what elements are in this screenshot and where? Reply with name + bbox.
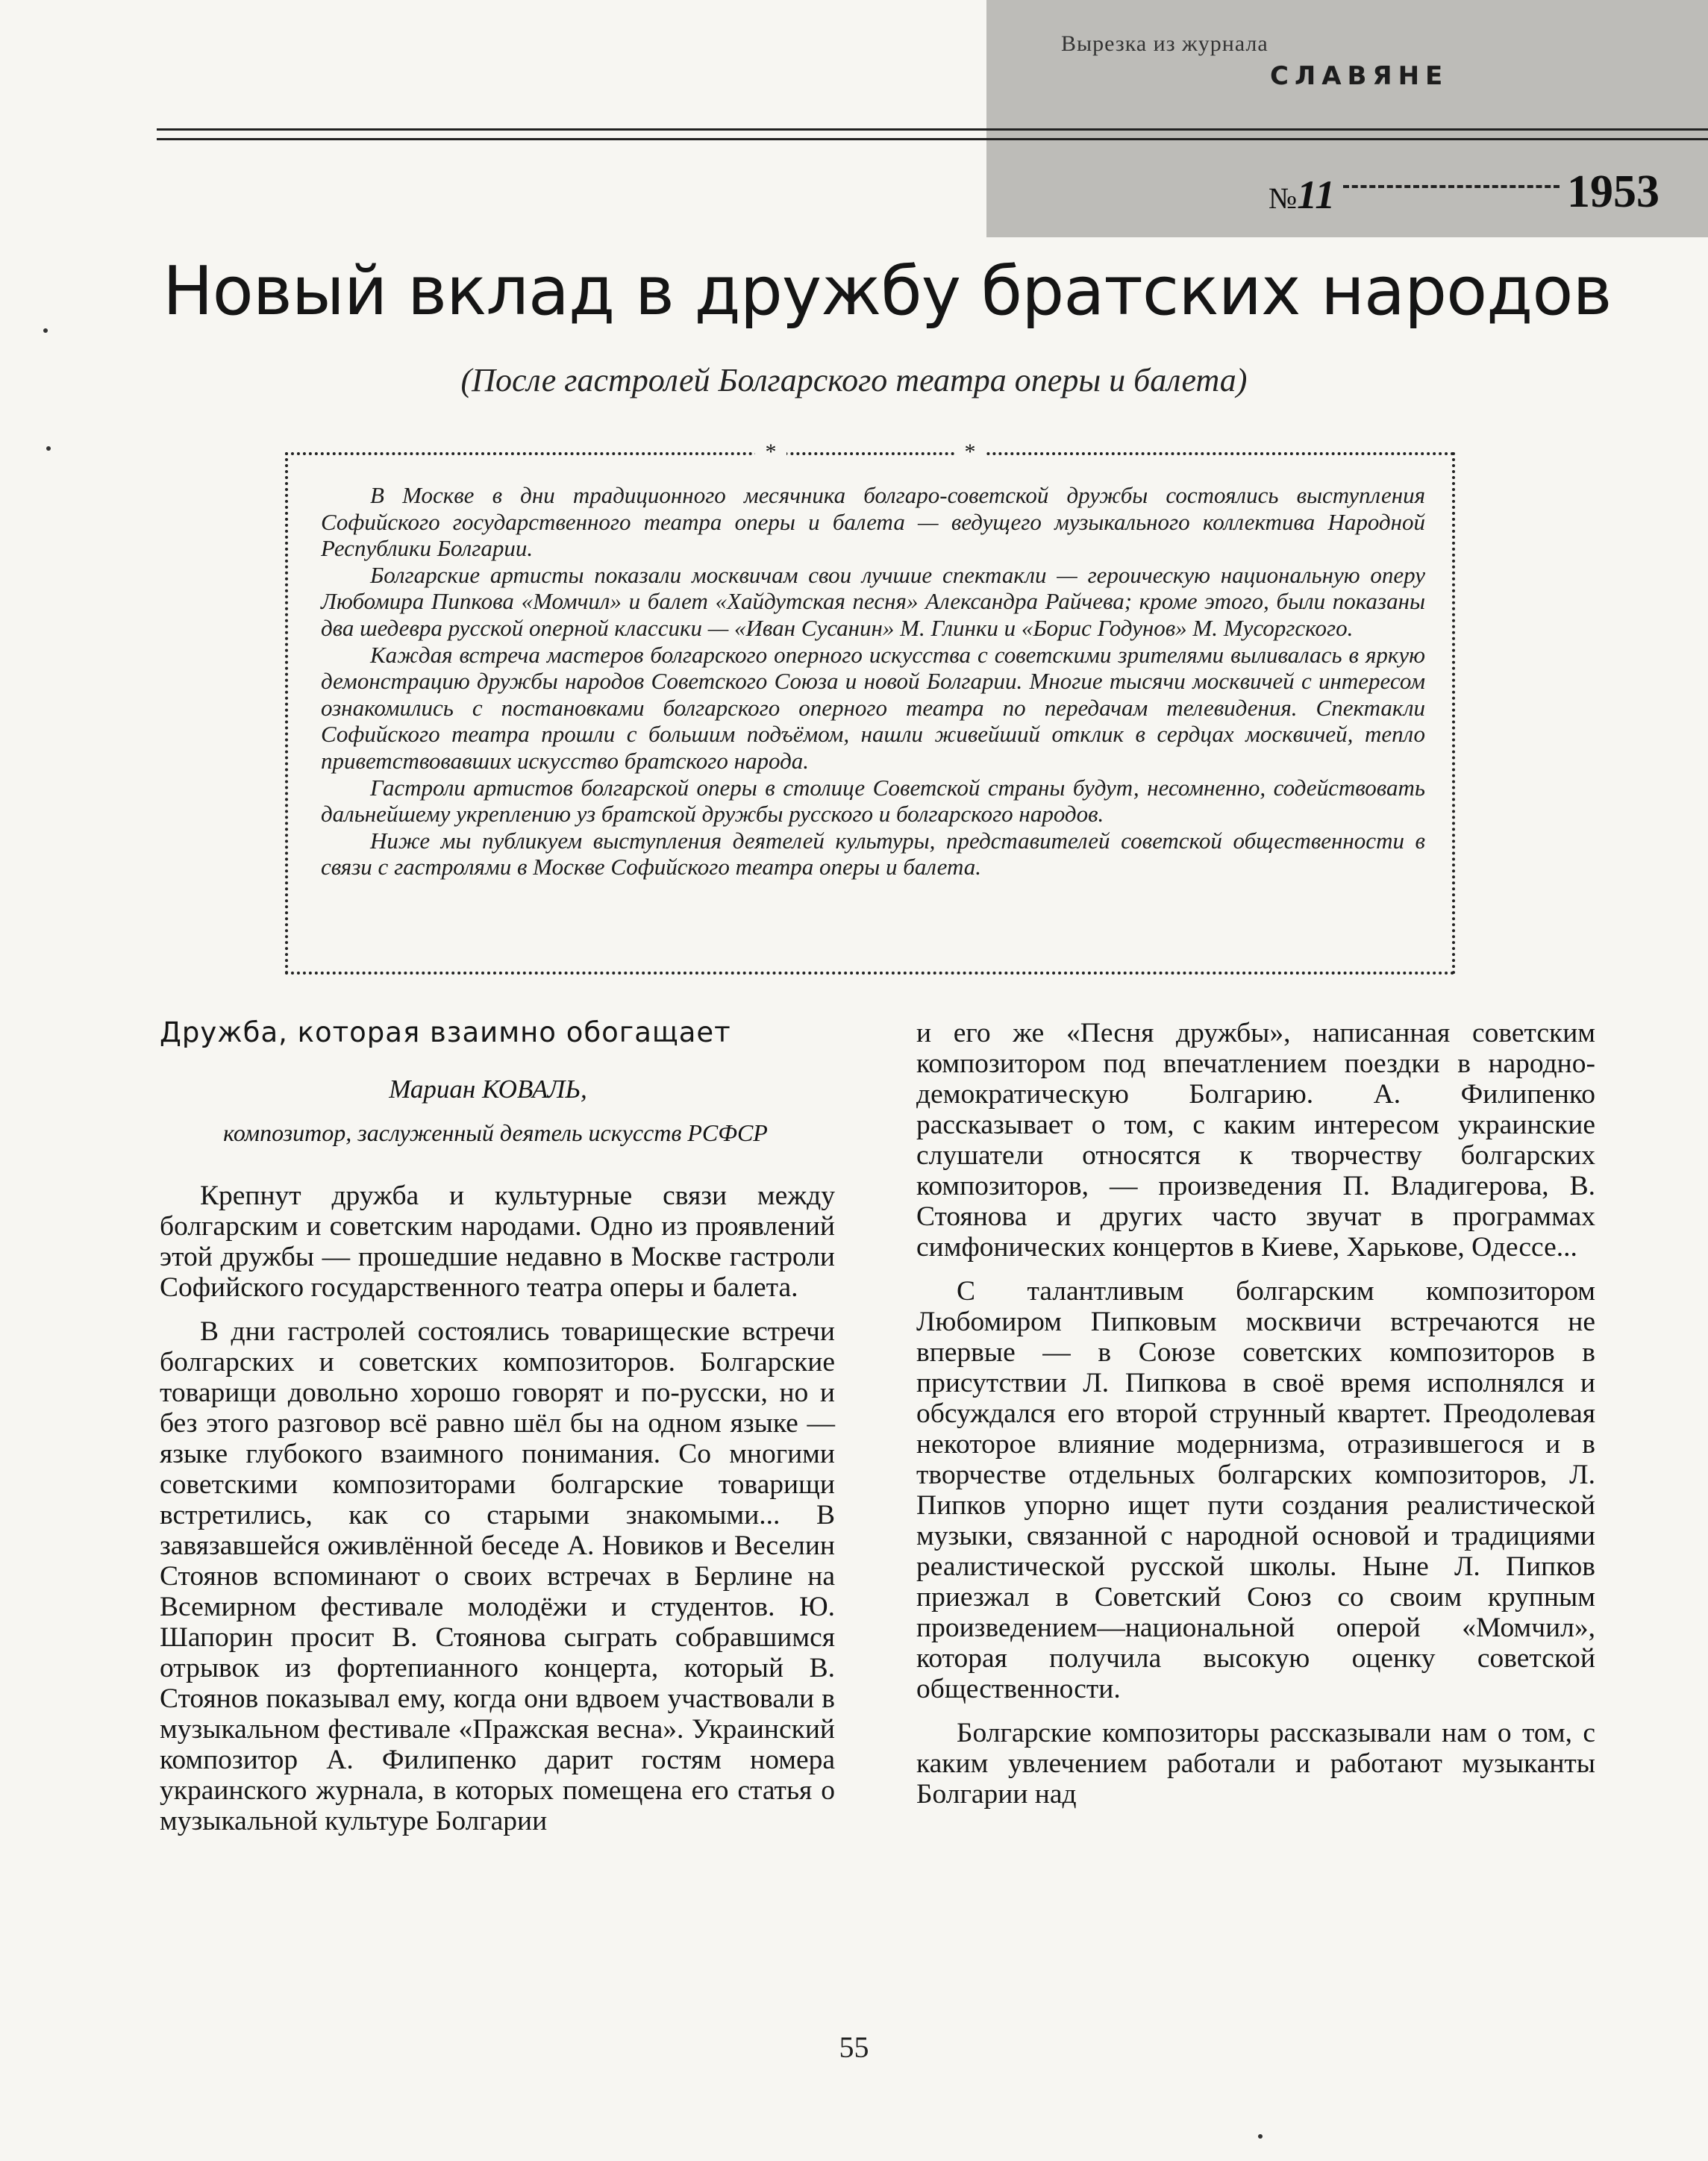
body-paragraph: Крепнут дружба и культурные связи между болгарским и советским народами. Одно из проявлений этой дружбы — прошедшие недавно в Москве гастроли Софийского государственного театра оперы и балета. bbox=[160, 1180, 835, 1303]
scan-speck bbox=[1258, 2134, 1263, 2139]
left-column bbox=[160, 1180, 835, 1850]
clipping-year: 1953 bbox=[1567, 166, 1659, 217]
top-double-rule bbox=[157, 128, 1708, 140]
star-ornament-right: * bbox=[954, 437, 986, 467]
right-column bbox=[916, 1018, 1595, 1823]
intro-paragraph: В Москве в дни традиционного месячника болгаро-советской дружбы состоялись выступления Софийского государственного театра оперы и балета — ведущего музыкального коллектива Народной Республики Болгарии. bbox=[321, 482, 1425, 562]
clipping-source-label: Вырезка из журнала bbox=[1061, 31, 1269, 56]
scan-speck bbox=[46, 446, 51, 451]
intro-paragraph: Ниже мы публикуем выступления деятелей культуры, представителей советской общественности в связи с гастролями в Москве Софийского театра оперы и балета. bbox=[321, 827, 1425, 881]
scan-speck bbox=[43, 328, 48, 333]
intro-text bbox=[321, 482, 1425, 881]
body-paragraph: С талантливым болгарским композитором Любомиром Пипковым москвичи встречаются не впервые — в Союзе советских композиторов в присутствии Л. Пипкова в своё время исполнялся и обсуждался его второй струнный квартет. Преодолевая некоторое влияние модернизма, отразившегося и в творчестве отдельных болгарских композиторов, Л. Пипков упорно ищет пути создания реалистической музыки, связанной с народной основой и традициями реалистической русской школы. Ныне Л. Пипков приезжал в Советский Союз со своим крупным произведением—национальной оперой «Момчил», которая получила высокую оценку советской общественности. bbox=[916, 1276, 1595, 1704]
star-ornament-left: * bbox=[755, 437, 786, 467]
article-title: Новый вклад в дружбу братских народов bbox=[163, 252, 1612, 331]
issue-dash-line bbox=[1343, 185, 1560, 188]
section-heading: Дружба, которая взаимно обогащает bbox=[160, 1016, 731, 1048]
body-paragraph: Болгарские композиторы рассказывали нам о том, с каким увлечением работали и работают музыканты Болгарии над bbox=[916, 1718, 1595, 1810]
issue-number: 11 bbox=[1297, 172, 1336, 217]
author-role: композитор, заслуженный деятель искусств РСФСР bbox=[223, 1119, 768, 1146]
issue-prefix: № bbox=[1269, 181, 1298, 215]
intro-paragraph: Каждая встреча мастеров болгарского оперного искусства с советскими зрителями выливалась в яркую демонстрацию дружбы народов Советского Союза и новой Болгарии. Многие тысячи москвичей с интересом ознакомились с постановками болгарского оперного театра по передачам телевидения. Спектакли Софийского театра прошли с большим подъёмом, нашли живейший отклик в сердцах москвичей, тепло приветствовавших искусство братского народа. bbox=[321, 641, 1425, 774]
intro-box bbox=[285, 440, 1455, 975]
intro-paragraph: Болгарские артисты показали москвичам свои лучшие спектакли — героическую национальную оперу Любомира Пипкова «Момчил» и балет «Хайдутская песня» Александра Райчева; кроме этого, были показаны два шедевра русской оперной классики — «Иван Сусанин» М. Глинки и «Борис Годунов» М. Мусоргского. bbox=[321, 561, 1425, 641]
clipping-journal-name: СЛАВЯНЕ bbox=[1270, 61, 1449, 91]
intro-paragraph: Гастроли артистов болгарской оперы в столице Советской страны будут, несомненно, содействовать дальнейшему укреплению уз братской дружбы русского и болгарского народов. bbox=[321, 774, 1425, 828]
body-paragraph: и его же «Песня дружбы», написанная советским композитором под впечатлением поездки в народно-демократическую Болгарию. А. Филипенко рассказывает о том, с каким интересом украинские слушатели относятся к творчеству болгарских композиторов, — произведения П. Владигерова, В. Стоянова и других часто звучат в программах симфонических концертов в Киеве, Харькове, Одессе... bbox=[916, 1018, 1595, 1263]
article-subtitle: (После гастролей Болгарского театра оперы и балета) bbox=[460, 362, 1248, 398]
clipping-issue bbox=[1269, 172, 1335, 218]
page-number: 55 bbox=[839, 2030, 869, 2064]
author-name: Мариан КОВАЛЬ, bbox=[389, 1075, 587, 1104]
body-paragraph: В дни гастролей состоялись товарищеские встречи болгарских и советских композиторов. Болгарские товарищи довольно хорошо говорят и по-русски, но и без этого разговор всё равно шёл бы на одном языке — языке глубокого взаимного понимания. Со многими советскими композиторами болгарские товарищи встретились, как со старыми знакомыми... В завязавшейся оживлённой беседе А. Новиков и Веселин Стоянов вспоминают о своих встречах в Берлине на Всемирном фестивале молодёжи и студентов. Ю. Шапорин просит В. Стоянова сыграть собравшимся отрывок из фортепианного концерта, который В. Стоянов показывал ему, когда они вдвоем участвовали в музыкальном фестивале «Пражская весна». Украинский композитор А. Филипенко дарит гостям номера украинского журнала, в которых помещена его статья о музыкальной культуре Болгарии bbox=[160, 1316, 835, 1836]
